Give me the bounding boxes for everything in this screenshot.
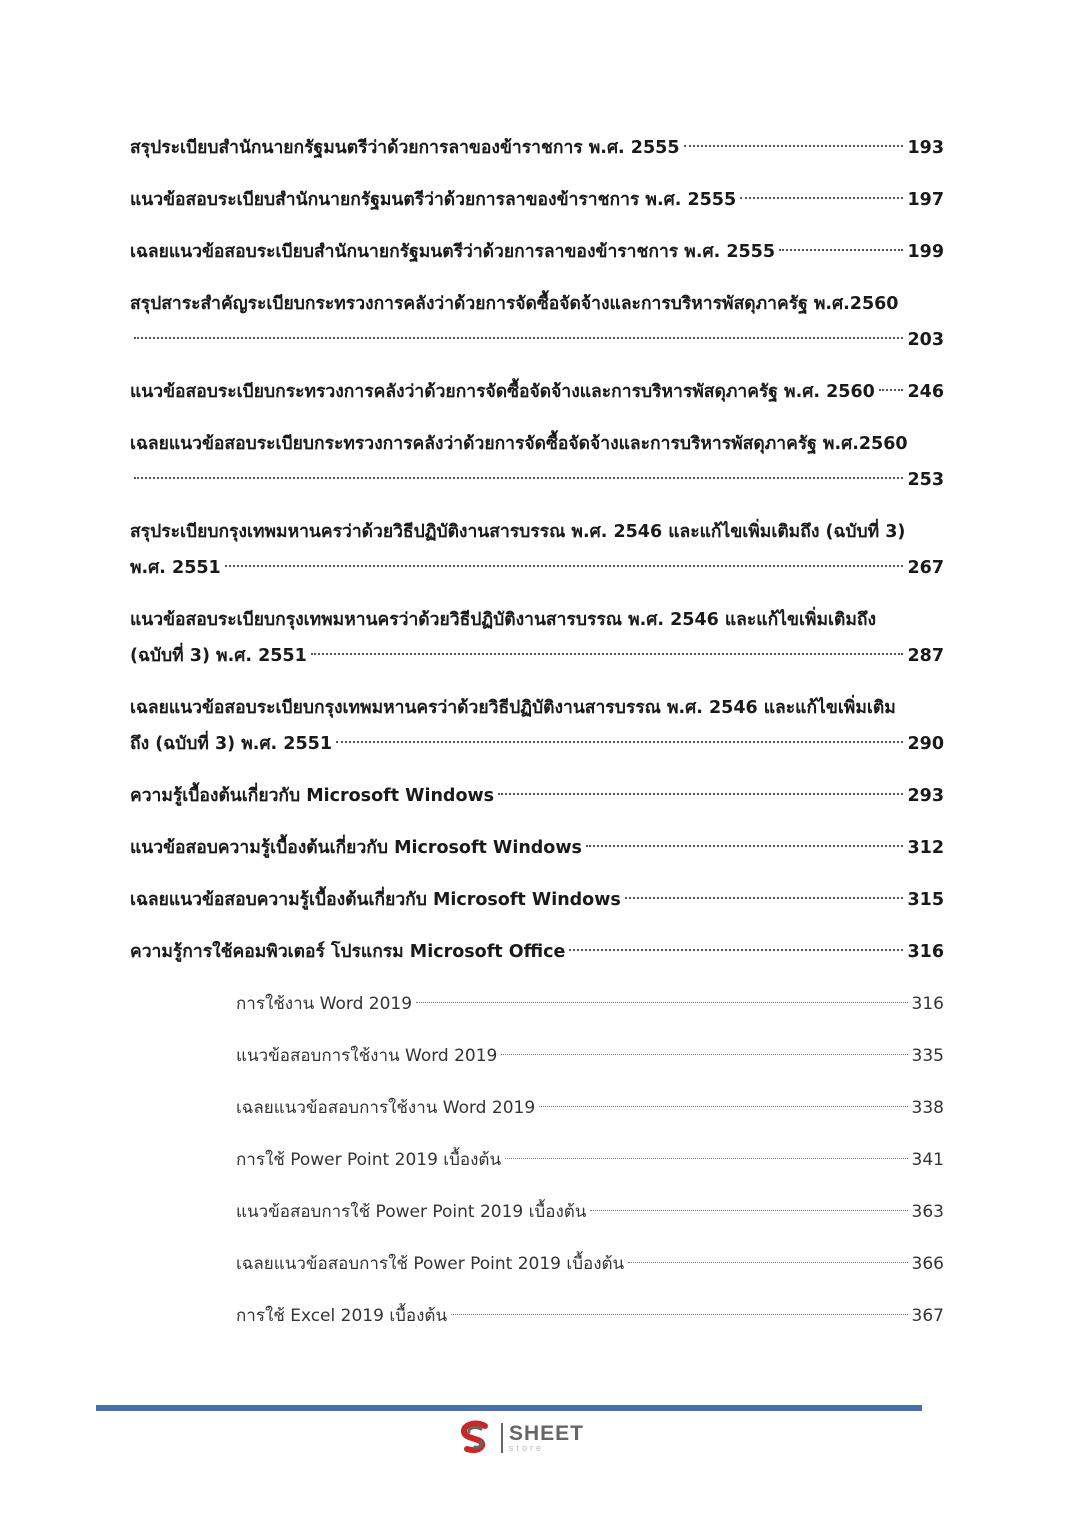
dot-leader xyxy=(416,1002,908,1003)
toc-entry-text: เฉลยแนวข้อสอบความรู้เบื้องต้นเกี่ยวกับ Microsoft Windows xyxy=(130,890,621,910)
s-logo-icon xyxy=(455,1418,495,1458)
page-number: 335 xyxy=(911,1046,944,1066)
toc-entry-line xyxy=(236,1142,944,1178)
page-number: 293 xyxy=(907,786,944,806)
toc-entry-line xyxy=(130,934,944,970)
toc-entry-title: แนวข้อสอบระเบียบกรุงเทพมหานครว่าด้วยวิธีปฏิบัติงานสารบรรณ พ.ศ. 2546 และแก้ไขเพิ่มเติมถึง xyxy=(130,610,877,630)
toc-entry-text: แนวข้อสอบการใช้ Power Point 2019 เบื้องต้น xyxy=(236,1202,587,1222)
toc-entry xyxy=(130,514,944,586)
toc-entry-line xyxy=(130,130,944,166)
toc-entry-text: การใช้ Excel 2019 เบื้องต้น xyxy=(236,1306,448,1326)
table-of-contents xyxy=(130,130,944,1350)
dot-leader xyxy=(539,1106,907,1107)
toc-entry-text: เฉลยแนวข้อสอบการใช้ Power Point 2019 เบื้องต้น xyxy=(236,1254,625,1274)
dot-leader xyxy=(451,1314,907,1315)
page-number: 199 xyxy=(907,242,944,262)
toc-entry-line xyxy=(130,374,944,410)
toc-entry xyxy=(236,1246,944,1282)
toc-entry xyxy=(130,778,944,814)
page-number: 315 xyxy=(907,890,944,910)
dot-leader xyxy=(740,197,903,199)
page-number: 193 xyxy=(907,138,944,158)
page-number: 366 xyxy=(911,1254,944,1274)
toc-entry xyxy=(130,882,944,918)
toc-entry-line xyxy=(236,1038,944,1074)
toc-entry xyxy=(130,234,944,270)
page-number: 316 xyxy=(911,994,944,1014)
toc-entry-title: สรุประเบียบกรุงเทพมหานครว่าด้วยวิธีปฏิบัติงานสารบรรณ พ.ศ. 2546 และแก้ไขเพิ่มเติมถึง (ฉบับที่ 3) xyxy=(130,522,906,542)
toc-entry-line xyxy=(130,778,944,814)
toc-entry-line xyxy=(130,638,944,674)
toc-entry xyxy=(236,1038,944,1074)
toc-entry-line xyxy=(130,182,944,218)
toc-entry-line xyxy=(236,986,944,1022)
toc-entry-line xyxy=(236,1298,944,1334)
toc-entry-title: เฉลยแนวข้อสอบระเบียบกระทรวงการคลังว่าด้วยการจัดซื้อจัดจ้างและการบริหารพัสดุภาครัฐ พ.ศ.2560 xyxy=(130,434,908,454)
toc-entry-line xyxy=(130,322,944,358)
page-number: 267 xyxy=(907,558,944,578)
dot-leader xyxy=(134,337,903,339)
dot-leader xyxy=(879,389,904,391)
page-number: 287 xyxy=(907,646,944,666)
toc-entry-line xyxy=(130,550,944,586)
toc-entry-text: ความรู้การใช้คอมพิวเตอร์ โปรแกรม Microsoft Office xyxy=(130,942,566,962)
toc-entry-title: สรุปสาระสำคัญระเบียบกระทรวงการคลังว่าด้วยการจัดซื้อจัดจ้างและการบริหารพัสดุภาครัฐ พ.ศ.2560 xyxy=(130,294,899,314)
page-number: 338 xyxy=(911,1098,944,1118)
toc-entry xyxy=(130,934,944,970)
toc-entry-text: การใช้ Power Point 2019 เบื้องต้น xyxy=(236,1150,502,1170)
dot-leader xyxy=(590,1210,907,1211)
logo-words xyxy=(509,1423,584,1453)
toc-entry-line xyxy=(130,462,944,498)
dot-leader xyxy=(628,1262,907,1263)
toc-entry-text: เฉลยแนวข้อสอบระเบียบสำนักนายกรัฐมนตรีว่าด้วยการลาของข้าราชการ พ.ศ. 2555 xyxy=(130,242,776,262)
logo-brand: SHEET xyxy=(509,1422,585,1445)
toc-entry-line xyxy=(130,830,944,866)
toc-entry xyxy=(236,1142,944,1178)
dot-leader xyxy=(625,897,904,899)
toc-entry-text: เฉลยแนวข้อสอบการใช้งาน Word 2019 xyxy=(236,1098,536,1118)
toc-entry xyxy=(236,1298,944,1334)
page-number: 316 xyxy=(907,942,944,962)
dot-leader xyxy=(505,1158,907,1159)
logo-sub: store xyxy=(509,1443,545,1453)
page-number: 203 xyxy=(907,330,944,350)
toc-entry-text: (ฉบับที่ 3) พ.ศ. 2551 xyxy=(130,646,307,666)
toc-entry xyxy=(236,1194,944,1230)
dot-leader xyxy=(134,477,903,479)
toc-entry-line xyxy=(236,1194,944,1230)
dot-leader xyxy=(569,949,903,951)
toc-entry-line xyxy=(130,882,944,918)
dot-leader xyxy=(684,145,904,147)
page-number: 367 xyxy=(911,1306,944,1326)
toc-entry-text: พ.ศ. 2551 xyxy=(130,558,221,578)
toc-entry-text: แนวข้อสอบความรู้เบื้องต้นเกี่ยวกับ Microsoft Windows xyxy=(130,838,582,858)
page-number: 341 xyxy=(911,1150,944,1170)
toc-entry-line xyxy=(130,234,944,270)
dot-leader xyxy=(779,249,903,251)
toc-entry xyxy=(236,1090,944,1126)
page-number: 197 xyxy=(907,190,944,210)
toc-entry xyxy=(130,182,944,218)
toc-entry xyxy=(130,130,944,166)
toc-entry-line xyxy=(236,1090,944,1126)
page-number: 253 xyxy=(907,470,944,490)
toc-entry xyxy=(130,426,944,498)
footer-rule xyxy=(96,1405,922,1411)
toc-entry xyxy=(236,986,944,1022)
toc-entry-text: ความรู้เบื้องต้นเกี่ยวกับ Microsoft Windows xyxy=(130,786,495,806)
toc-entry xyxy=(130,602,944,674)
toc-entry-title: เฉลยแนวข้อสอบระเบียบกรุงเทพมหานครว่าด้วยวิธีปฏิบัติงานสารบรรณ พ.ศ. 2546 และแก้ไขเพิ่มเติม xyxy=(130,698,896,718)
toc-entry-text: แนวข้อสอบระเบียบกระทรวงการคลังว่าด้วยการจัดซื้อจัดจ้างและการบริหารพัสดุภาครัฐ พ.ศ. 2560 xyxy=(130,382,875,402)
toc-entry-text: สรุประเบียบสำนักนายกรัฐมนตรีว่าด้วยการลาของข้าราชการ พ.ศ. 2555 xyxy=(130,138,680,158)
toc-entry xyxy=(130,690,944,762)
page-number: 363 xyxy=(911,1202,944,1222)
dot-leader xyxy=(225,565,904,567)
toc-entry xyxy=(130,286,944,358)
page-number: 312 xyxy=(907,838,944,858)
toc-entry xyxy=(130,830,944,866)
page-number: 290 xyxy=(907,734,944,754)
toc-entry xyxy=(130,374,944,410)
toc-entry-line xyxy=(236,1246,944,1282)
toc-entry-text: การใช้งาน Word 2019 xyxy=(236,994,413,1014)
toc-entry-text: แนวข้อสอบการใช้งาน Word 2019 xyxy=(236,1046,498,1066)
dot-leader xyxy=(311,653,904,655)
dot-leader xyxy=(336,741,903,743)
dot-leader xyxy=(501,1054,907,1055)
dot-leader xyxy=(498,793,903,795)
toc-entry-text: แนวข้อสอบระเบียบสำนักนายกรัฐมนตรีว่าด้วยการลาของข้าราชการ พ.ศ. 2555 xyxy=(130,190,737,210)
page-number: 246 xyxy=(907,382,944,402)
logo-divider xyxy=(501,1423,503,1453)
toc-entry-line xyxy=(130,726,944,762)
toc-entry-text: ถึง (ฉบับที่ 3) พ.ศ. 2551 xyxy=(130,734,333,754)
sheet-store-logo xyxy=(455,1418,584,1458)
dot-leader xyxy=(586,845,904,847)
